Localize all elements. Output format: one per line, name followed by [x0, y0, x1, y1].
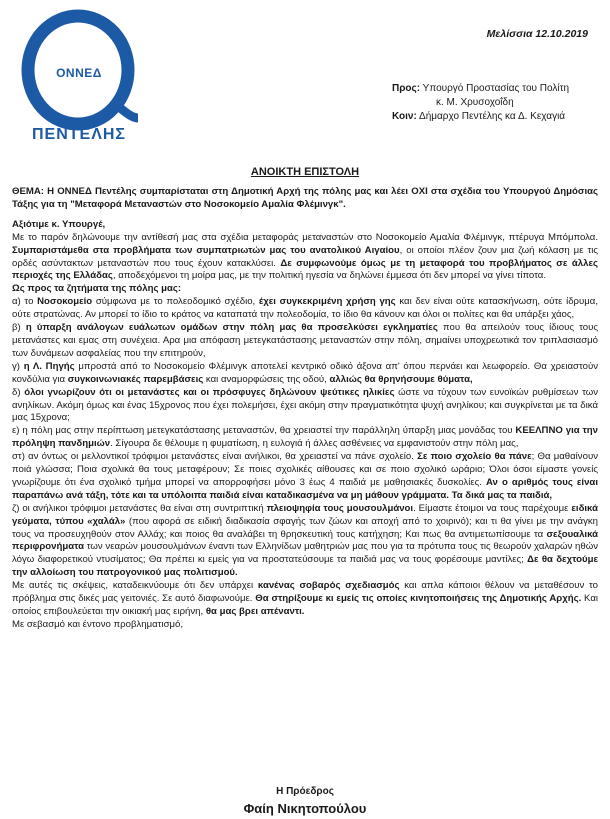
- intro-part: , οι οποίοι πλέον ζουν μια ζωή κόλαση με τις ορδές ασύντακτων μεταναστών που τους έχουν κατακλύσει.: [12, 244, 598, 269]
- intro-bold: Συμπαριστάμεθα στα προβλήματα των συμπατριωτών μας του ανατολικού Αιγαίου: [12, 244, 400, 256]
- recipient-line-2: κ. Μ. Χρυσοχοΐδη: [436, 97, 514, 108]
- logo-top-text: ΟΝΝΕΔ: [56, 66, 102, 80]
- item-text: και δεν είναι ούτε κατασκήνωση, ούτε ίδρυμα, ούτε στρατώνας. Αν μπορεί το ίδιο το κράτος να καταπατά την πολεοδομία, το ίδιο θα κάνουν και όλοι οι πολίτες και θα υπάρξει χάος,: [12, 296, 598, 321]
- letter-date: Μελίσσια 12.10.2019: [486, 28, 588, 40]
- item-bold: Δε θα δεχτούμε την αλλοίωση του πατρογονικού μας πολιτισμού.: [12, 554, 598, 579]
- signature-name: Φαίη Νικητοπούλου: [243, 801, 367, 816]
- item-bold: ειδικά γεύματα, τύπου «χαλάλ»: [12, 502, 598, 527]
- item-bold: όλοι γνωρίζουν ότι οι μετανάστες και οι πρόσφυγες δηλώνουν ψεύτικες ηλικίες: [24, 386, 395, 398]
- closing-paragraph: [12, 580, 598, 619]
- item-bold: Νοσοκομείο: [37, 296, 93, 308]
- signature-role: Η Πρόεδρος: [276, 786, 334, 797]
- item-text: και αναμορφώσεις της οδού,: [203, 373, 330, 385]
- item-bold: η ύπαρξη ανάλογων ευάλωτων ομάδων στην πόλη μας θα προσελκύσει εγκληματίες: [25, 322, 438, 334]
- subject-paragraph: [12, 186, 598, 212]
- item-text: στ) αν όντως οι μελλοντικοί τρόφιμοι μετανάστες είναι ανήλικοι, θα χρειαστεί να πάνε σχολείο.: [12, 451, 418, 463]
- logo-bottom-text: ΠΕΝΤΕΛΗΣ: [31, 126, 127, 143]
- issues-heading-text: Ως προς τα ζητήματα της πόλης μας:: [12, 283, 182, 295]
- greeting: [12, 219, 598, 232]
- to-label: Προς:: [392, 83, 421, 94]
- closing-bold: κανένας σοβαρός σχεδιασμός: [257, 580, 400, 592]
- cc-line: [392, 110, 565, 124]
- letter-body: [12, 186, 598, 632]
- item-text: που θα απειλούν τους ίδιους τους μετανάστες και εμας στη συνέχεια. Αρα μια απόφαση μετεγκατάστασης μεταναστών στην πόλη, σημαίνει υποχρεωτικά τον τριπλασιασμό των δυνάμεων ασφαλείας που την επιτηρούν,: [12, 322, 598, 359]
- item-text: γ): [12, 360, 24, 372]
- item-bold: ΚΕΕΛΠΝΟ για την πρόληψη πανδημιών: [12, 425, 598, 450]
- list-item-b: [12, 322, 598, 361]
- closing-text: και απλα κάποιοι θέλουν να μεταθέσουν το πρόβλημα στις δικές μας γειτονιές. Σε αυτό διαφωνούμε.: [12, 580, 598, 605]
- item-text: ώστε να τύχουν των ευνοϊκών ρυθμίσεων των ανηλίκων. Ακόμη όμως και ένας 15χρονος που έχει πολεμήσει, έχει ακόμη στην πραγματικότητα ψυχή ανηλίκου; και συγκρίνεται με τα δικά μας 15χρονα;: [12, 386, 599, 424]
- list-item-e: [12, 425, 598, 451]
- issues-heading: [12, 283, 598, 296]
- item-bold: σεξουαλικά περιφρονήματα: [12, 528, 598, 553]
- list-item-f: [12, 451, 598, 503]
- item-bold: αλλιώς θα θρηνήσουμε θύματα,: [329, 373, 473, 385]
- greeting-text: Αξιότιμε κ. Υπουργέ,: [12, 218, 106, 230]
- item-bold: συγκοινωνιακές παρεμβάσεις: [67, 373, 204, 385]
- intro-part: Με το παρόν δηλώνουμε την αντίθεσή μας στα σχέδια μεταφοράς μεταναστών στο Νοσοκομείο Αμαλία Φλέμινγκ, πτέρυγα Μπόμπολα.: [12, 231, 598, 243]
- closing-bold: θα μας βρει απέναντι.: [205, 606, 305, 617]
- closing-bold: Θα στηρίξουμε κι εμείς τις οποίες κινητοποιήσεις της Δημοτικής Αρχής.: [255, 593, 582, 605]
- closing-text: Και οποίος επιβουλεύεται την οικιακή μας ειρήνη,: [12, 593, 598, 617]
- list-item-d: [12, 387, 598, 426]
- onned-logo: [18, 6, 140, 146]
- item-text: μπροστά από το Νοσοκομείο Φλέμινγκ αποτελεί κεντρικό οδικό άξονα απ' όπου περνάει και λεωφορείο. Θα χρειαστούν κονδύλια για: [12, 360, 598, 385]
- list-item-g: [12, 503, 598, 580]
- item-text: . Σίγουρα δε θέλουμε η φυματίωση, η ευλογιά ή άλλες ασθένειες να εμφανιστούν στην πόλη μας,: [110, 438, 519, 450]
- item-bold: πλειοψηφία τους μουσουλμάνοι: [266, 502, 414, 514]
- item-bold: Αν ο αριθμός τους είναι παραπάνω ανά τάξη, τότε και τα υπόλοιπα παιδιά είναι καταδικασμένα να μη μάθουν γράμματα. Τα δικά μας τα παιδιά,: [12, 476, 598, 501]
- item-text: α) το: [12, 296, 38, 308]
- list-item-a: [12, 296, 598, 322]
- item-bold: η Λ. Πηγής: [23, 360, 75, 372]
- intro-part: , αποδεχόμενοι τη μοίρα μας, με την πολιτική ηγεσία να δηλώνει έμμεσα ότι δεν μπορεί να γίνει τίποτα.: [112, 270, 546, 282]
- subject-text: ΘΕΜΑ: Η ΟΝΝΕΔ Πεντέλης συμπαρίσταται στη Δημοτική Αρχή της πόλης μας και λέει ΟΧΙ στα σχέδια του Υπουργού Δημόσιας Τάξης για τη "Μεταφορά Μεταναστών στο Νοσοκομείο Αμαλία Φλέμινγκ".: [12, 186, 598, 210]
- item-text: . Είμαστε έτοιμοι να τους παρέχουμε: [413, 502, 572, 514]
- item-text: σύμφωνα με το πολεοδομικό σχέδιο,: [92, 296, 259, 308]
- item-text: δ): [12, 386, 25, 398]
- list-item-c: [12, 361, 598, 387]
- intro-paragraph: [12, 232, 598, 284]
- item-text: ζ) οι ανήλικοι τρόφιμοι μετανάστες θα είναι στη συντριπτική: [12, 502, 267, 514]
- item-text: ; Θα μαθαίνουν ποιά γλώσσα; Ποια σχολικά θα τους μεταφέρουν; Σε ποιες σχολικές αίθουσες και σε ποιο σχολικό ωράριο; Όλοι όσοι είμαστε γονείς γνωρίζουμε ότι ένα σχολικό τμήμα μπορεί να απορροφήσει μόνο 3 έως 4 παιδιά με μαθησιακές δυσκολίες.: [12, 451, 598, 488]
- item-text: ε) η πόλη μας στην περίπτωση μετεγκατάστασης μεταναστών, θα χρειαστεί την παράλληλη ύπαρξη μιας μονάδας του: [12, 425, 516, 437]
- closing-text: Με αυτές τις σκέψεις, καταδεικνύουμε ότι δεν υπάρχει: [12, 580, 258, 592]
- letter-title: ΑΝΟΙΚΤΗ ΕΠΙΣΤΟΛΗ: [250, 166, 360, 178]
- cc-text: Δήμαρχο Πεντέλης κα Δ. Κεχαγιά: [419, 111, 566, 122]
- item-text: (που αφορά σε ειδική διαδικασία σφαγής των ζώων και αποχή από το χοιρινό); και τι θα γίνει με την ανάγκη τους να προσευχηθούν στον Αλλάχ; και ποιος θα αναλάβει τη θρησκευτική τους κατήχηση; Και πως θα αντιμετωπίσουμε τα: [12, 515, 598, 540]
- item-text: των νεαρών μουσουλμάνων έναντι των Ελληνίδων μαθητριών μας που για τα πρότυπα τους τις θεωρούν χαλαρών ηθών λόγω διαφορετικού ντυσίματος; Θα πρέπει κι εμείς για να προστατεύσουμε τα παιδιά μας να τους φορέσουμε μαντίλες;: [12, 541, 598, 566]
- intro-bold: Δε συμφωνούμε όμως με τη μεταφορά του προβλήματος σε άλλες περιοχές της Ελλάδας: [12, 257, 598, 282]
- item-bold: Σε ποιο σχολείο θα πάνε: [417, 451, 532, 463]
- item-text: β): [12, 322, 26, 334]
- item-bold: έχει συγκεκριμένη χρήση γης: [258, 296, 396, 308]
- recipient-line-1: [392, 82, 569, 96]
- to-text-1: Υπουργό Προστασίας του Πολίτη: [422, 83, 570, 94]
- regards: Με σεβασμό και έντονο προβληματισμό,: [12, 618, 184, 630]
- cc-label: Κοιν:: [392, 111, 417, 122]
